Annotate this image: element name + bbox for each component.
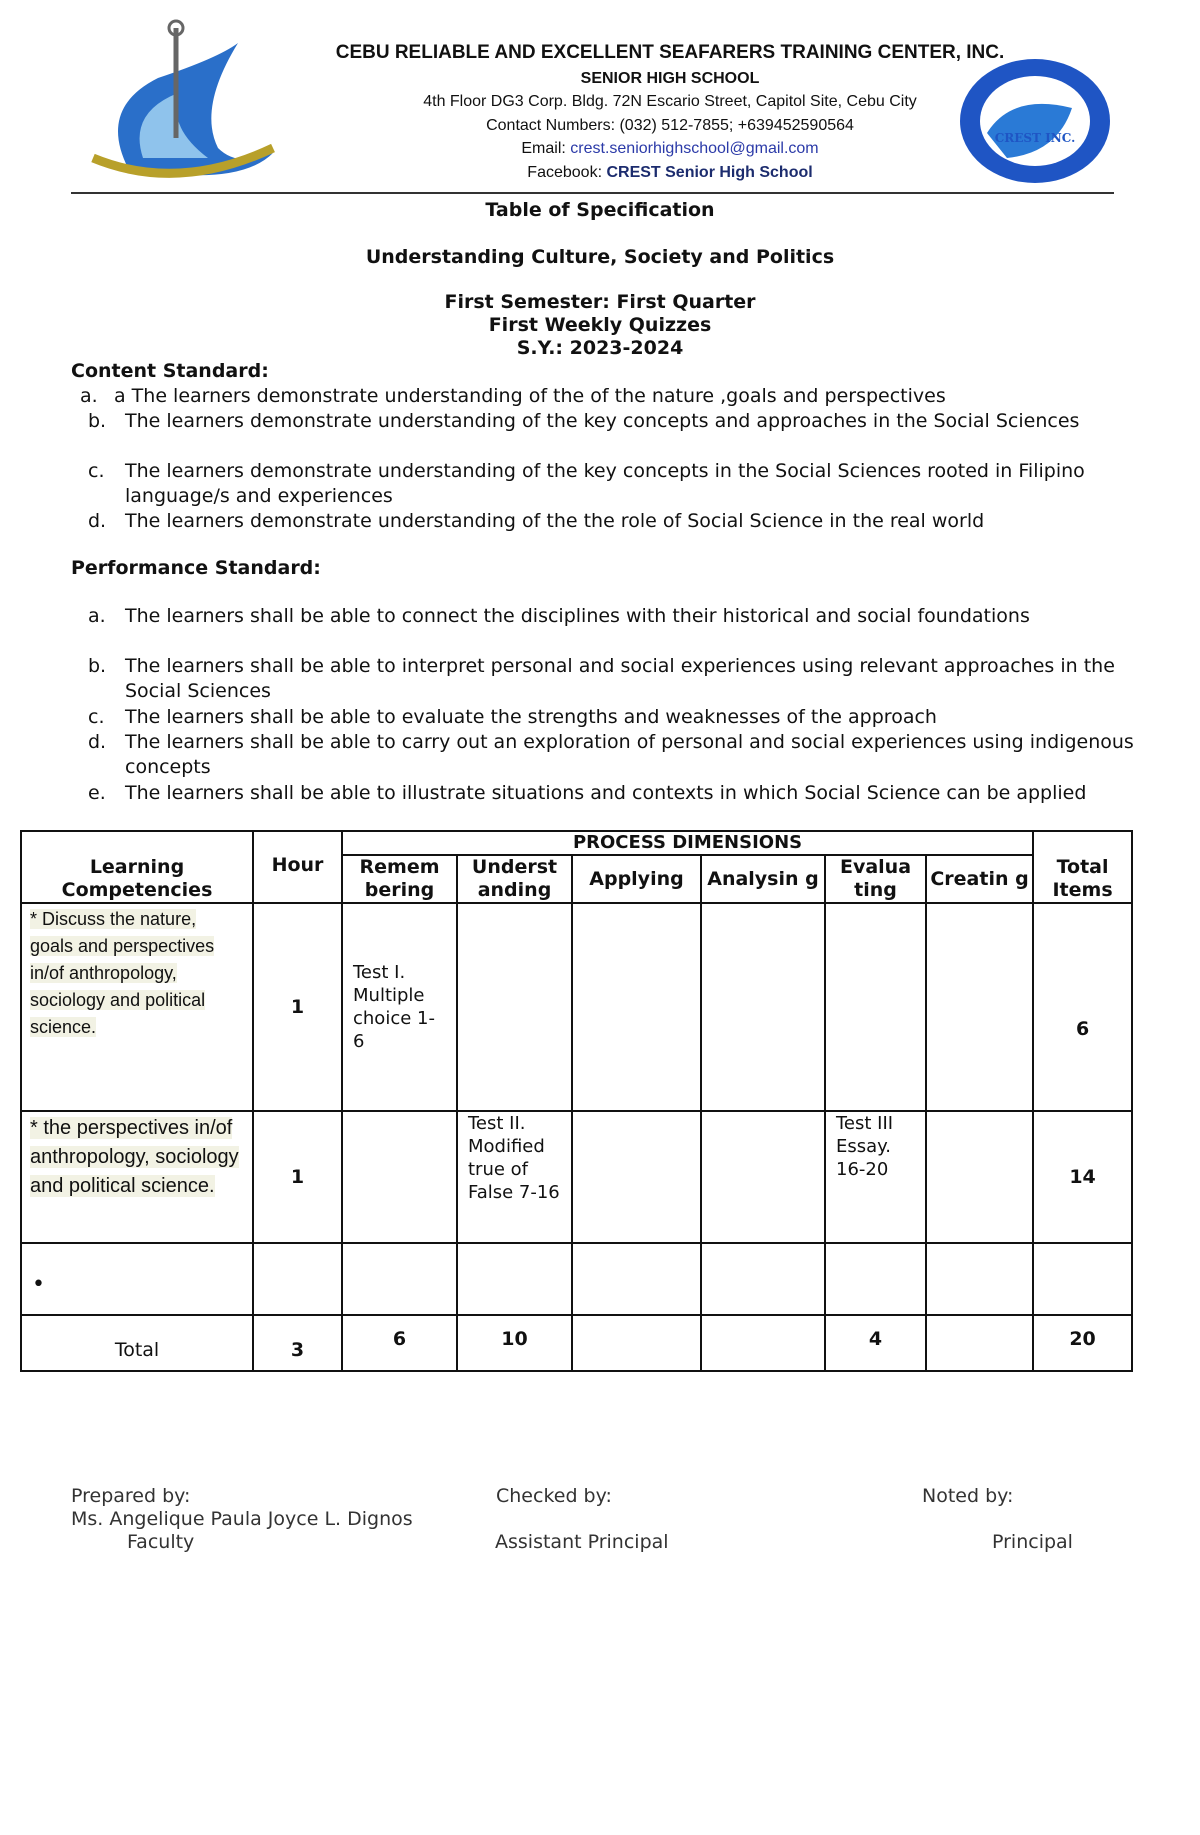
performance-standard-item [88,654,1148,704]
header-divider [71,192,1114,194]
remembering-cell: Test I. Multiple choice 1-6 [342,903,457,1111]
address: 4th Floor DG3 Corp. Bldg. 72N Escario Street, Capitol Site, Cebu City [423,93,917,110]
header-understanding: Underst anding [457,855,572,903]
item-marker: a. [88,605,106,627]
seal-text: CREST INC. [994,131,1076,145]
remembering-cell [342,1243,457,1315]
performance-standard-item [88,705,1148,730]
total-evaluating: 4 [825,1315,926,1371]
total-cell: 6 [1033,903,1132,1111]
header-creating: Creatin g [926,855,1033,903]
item-marker: d. [88,510,107,532]
item-marker: c. [88,460,105,482]
school-year: S.Y.: 2023-2024 [516,337,684,359]
checked-by-label: Checked by: [496,1485,612,1507]
item-text: a The learners demonstrate understanding of the of the nature ,goals and perspectives [114,385,946,407]
applying-cell [572,1111,701,1243]
performance-standard-item [88,604,1148,629]
creating-cell [926,903,1033,1111]
table-row [21,903,1132,1111]
competency-text: * the perspectives in/of anthropology, sociology and political science. [30,1117,239,1197]
total-remembering: 6 [342,1315,457,1371]
item-marker: d. [88,731,107,753]
content-standard-item [88,459,1148,509]
analysing-cell [701,1243,825,1315]
header-analysing: Analysin g [701,855,825,903]
evaluating-cell: Test III Essay. 16-20 [825,1111,926,1243]
quiz-title: First Weekly Quizzes [488,314,712,336]
total-applying [572,1315,701,1371]
contact-numbers: Contact Numbers: (032) 512-7855; +639452590564 [486,117,854,134]
total-creating [926,1315,1033,1371]
header-total-items: Total Items [1033,831,1132,903]
creating-cell [926,1243,1033,1315]
item-text: The learners demonstrate understanding of the key concepts in the Social Sciences rooted in Filipino language/s and experiences [125,460,1085,507]
total-understanding: 10 [457,1315,572,1371]
item-text: The learners shall be able to carry out an exploration of personal and social experiences using indigenous concepts [125,731,1134,778]
competency-text: * Discuss the nature, goals and perspectives in/of anthropology, sociology and political science. [30,909,215,1037]
doc-title: Table of Specification [485,199,715,221]
facebook-link[interactable]: CREST Senior High School [606,164,813,181]
remembering-cell [342,1111,457,1243]
performance-standard-item [88,781,1148,806]
item-text: The learners shall be able to connect the disciplines with their historical and social foundations [125,605,1030,627]
header-competencies: Learning Competencies [21,831,253,903]
content-standard-item [80,384,1140,409]
creating-cell [926,1111,1033,1243]
analysing-cell [701,1111,825,1243]
understanding-cell [457,903,572,1111]
header-remembering: Remem bering [342,855,457,903]
item-text: The learners demonstrate understanding of the key concepts and approaches in the Social Sciences [125,410,1080,432]
header-hour: Hour [253,831,342,903]
hour-cell [253,1243,342,1315]
item-marker: e. [88,782,106,804]
analysing-cell [701,903,825,1111]
item-marker: b. [88,410,107,432]
understanding-cell: Test II. Modified true of False 7-16 [457,1111,572,1243]
specification-table [20,830,1133,1372]
item-text: The learners shall be able to illustrate situations and contexts in which Social Science can be applied [125,782,1087,804]
school-name: SENIOR HIGH SCHOOL [580,70,760,87]
header-applying: Applying [572,855,701,903]
prepared-by-label: Prepared by: [71,1485,191,1507]
total-cell: 14 [1033,1111,1132,1243]
understanding-cell [457,1243,572,1315]
prepared-by-name: Ms. Angelique Paula Joyce L. Dignos [71,1508,413,1530]
competency-cell [21,903,253,1111]
facebook-line [300,164,1040,182]
item-marker: c. [88,706,105,728]
item-text: The learners shall be able to evaluate the strengths and weaknesses of the approach [125,706,937,728]
email-label: Email: [521,140,571,157]
prepared-by-role: Faculty [127,1531,195,1553]
hour-cell: 1 [253,903,342,1111]
content-standard-item [88,409,1148,434]
subject-title: Understanding Culture, Society and Politics [365,246,835,268]
school-seal-right [957,58,1113,184]
item-marker: b. [88,655,107,677]
content-standard-item [88,509,1148,534]
item-text: The learners shall be able to interpret personal and social experiences using relevant approaches in the Social Sciences [125,655,1115,702]
total-label: Total [21,1315,253,1371]
table-row [21,1243,1132,1315]
hour-cell: 1 [253,1111,342,1243]
evaluating-cell [825,903,926,1111]
total-analysing [701,1315,825,1371]
evaluating-cell [825,1243,926,1315]
header-process-dimensions: PROCESS DIMENSIONS [342,831,1033,855]
semester: First Semester: First Quarter [444,291,756,313]
school-logo-left [88,18,278,183]
content-standard-heading: Content Standard: [71,360,269,382]
email-link[interactable]: crest.seniorhighschool@gmail.com [570,140,819,157]
totals-row [21,1315,1132,1371]
noted-by-role: Principal [992,1531,1073,1553]
total-items: 20 [1033,1315,1132,1371]
applying-cell [572,1243,701,1315]
competency-bullet: • [21,1243,253,1315]
total-hour: 3 [253,1315,342,1371]
checked-by-role: Assistant Principal [495,1531,669,1553]
item-marker: a. [80,385,98,407]
facebook-label: Facebook: [527,164,607,181]
performance-standard-heading: Performance Standard: [71,557,321,579]
header-evaluating: Evalua ting [825,855,926,903]
noted-by-label: Noted by: [922,1485,1014,1507]
item-text: The learners demonstrate understanding of the the role of Social Science in the real world [125,510,985,532]
total-cell [1033,1243,1132,1315]
performance-standard-item [88,730,1148,780]
table-row [21,1111,1132,1243]
email-line [300,140,1040,158]
applying-cell [572,903,701,1111]
competency-cell [21,1111,253,1243]
org-name: CEBU RELIABLE AND EXCELLENT SEAFARERS TRAINING CENTER, INC. [335,42,1005,63]
